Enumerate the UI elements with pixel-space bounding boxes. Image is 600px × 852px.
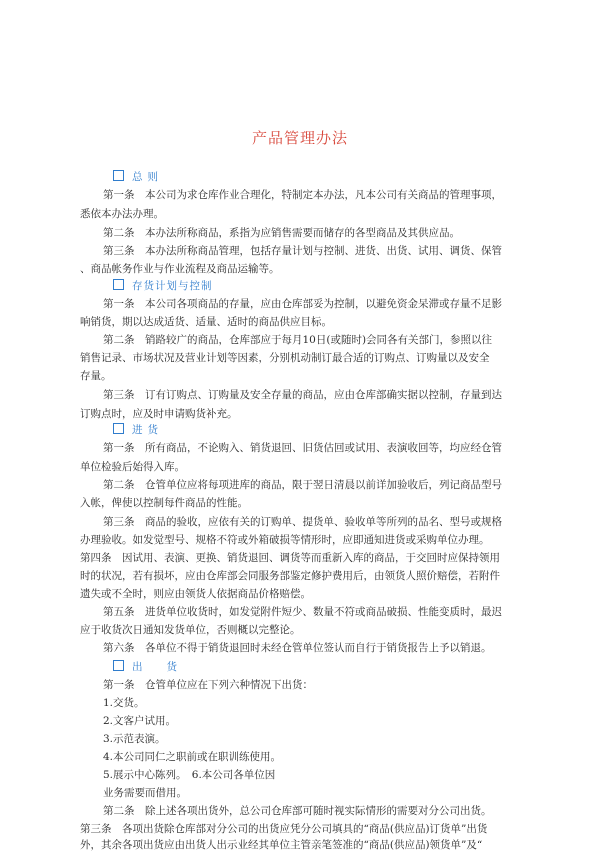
text-line: 应于收货次日通知发货单位，否则概以完整论。 bbox=[80, 624, 301, 636]
page-title: 产品管理办法 bbox=[251, 129, 348, 147]
text-line: 悉依本办法办理。 bbox=[80, 208, 164, 220]
text-line: 第一条 仓管单位应在下列六种情况下出货： bbox=[103, 679, 313, 691]
checkbox-icon bbox=[113, 279, 124, 290]
text-line: 第二条 除上述各项出货外，总公司仓库部可随时视实际情形的需要对分公司出货。 bbox=[103, 805, 492, 817]
text-line: 销售记录、市场状况及营业计划等因素，分别机动制订最合适的订购点、订购量以及安全 bbox=[80, 352, 490, 364]
section-heading-shipping: 出 货 bbox=[113, 660, 178, 674]
text-line: 第一条 本公司为求仓库作业合理化，特制定本办法，凡本公司有关商品的管理事项， bbox=[103, 189, 502, 201]
text-line: 第一条 本公司各项商品的存量，应由仓库部妥为控制，以避免资金呆滞或存量不足影 bbox=[103, 298, 502, 310]
section-heading-receiving: 进货 bbox=[113, 423, 163, 437]
text-line: 入帐，俾使以控制每件商品的性能。 bbox=[80, 497, 248, 509]
section-heading-inventory: 存货计划与控制 bbox=[113, 279, 213, 293]
text-line: 第三条 本办法所称商品管理，包括存量计划与控制、进货、出货、试用、调货、保管 bbox=[103, 245, 502, 257]
checkbox-icon bbox=[113, 170, 124, 181]
list-item: 4.本公司同仁之职前或在职训练使用。 bbox=[103, 751, 282, 763]
section-heading-general: 总则 bbox=[113, 170, 163, 184]
text-line: 时的状况，若有损坏，应由仓库部会同服务部鉴定修护费用后，由领货人照价赔偿，若附件 bbox=[80, 570, 500, 582]
text-line: 第一条 所有商品，不论购入、销货退回、旧货估回或试用、表演收回等，均应经仓管 bbox=[103, 442, 502, 454]
checkbox-icon bbox=[113, 423, 124, 434]
text-line: 响销货，期以达成适货、适量、适时的商品供应目标。 bbox=[80, 316, 332, 328]
text-line: 办理验收。如发觉型号、规格不符或外箱破损等情形时，应即通知进货或采购单位办理。 bbox=[80, 534, 490, 546]
list-item: 2.文客户试用。 bbox=[103, 715, 177, 727]
text-line: 第二条 销路较广的商品，仓库部应于每月10日(或随时)会同各有关部门，参照以往 bbox=[103, 334, 493, 346]
text-line: 第六条 各单位不得于销货退回时未经仓管单位签认而自行于销货报告上予以销退。 bbox=[103, 642, 492, 654]
text-line: 订购点时，应及时申请购货补充。 bbox=[80, 408, 238, 420]
text-line: 、商品帐务作业与作业流程及商品运输等。 bbox=[80, 263, 280, 275]
text-line: 单位检验后始得入库。 bbox=[80, 461, 185, 473]
text-line: 外，其余各项出货应由出货人出示业经其单位主管亲笔签准的“商品(供应品)领货单”及“ bbox=[80, 839, 483, 851]
text-line: 第二条 本办法所称商品，系指为应销售需要而储存的各型商品及其供应品。 bbox=[103, 227, 460, 239]
text-line: 遗失或不全时，则应由领货人依据商品价格赔偿。 bbox=[80, 588, 311, 600]
list-item: 业务需要而借用。 bbox=[103, 787, 187, 799]
text-line: 第三条 商品的验收，应依有关的订购单、提货单、验收单等所列的品名、型号或规格 bbox=[103, 516, 502, 528]
list-item: 3.示范表演。 bbox=[103, 733, 166, 745]
text-line: 存量。 bbox=[80, 370, 112, 382]
list-item: 1.交货。 bbox=[103, 697, 145, 709]
list-item: 5.展示中心陈列。 6.本公司各单位因 bbox=[103, 769, 276, 781]
text-line: 第三条 订有订购点、订购量及安全存量的商品，应由仓库部确实据以控制，存量到达 bbox=[103, 389, 502, 401]
checkbox-icon bbox=[113, 660, 124, 671]
text-line: 第四条 因试用、表演、更换、销货退回、调货等而重新入库的商品，于交回时应保持领用 bbox=[80, 552, 500, 564]
text-line: 第二条 仓管单位应将每项进库的商品，限于翌日清晨以前详加验收后，列记商品型号 bbox=[103, 479, 502, 491]
text-line: 第五条 进货单位收货时，如发觉附件短少、数量不符或商品破损、性能变质时，最迟 bbox=[103, 606, 502, 618]
text-line: 第三条 各项出货除仓库部对分公司的出货应凭分公司填具的“商品(供应品)订货单”出货 bbox=[80, 823, 488, 835]
